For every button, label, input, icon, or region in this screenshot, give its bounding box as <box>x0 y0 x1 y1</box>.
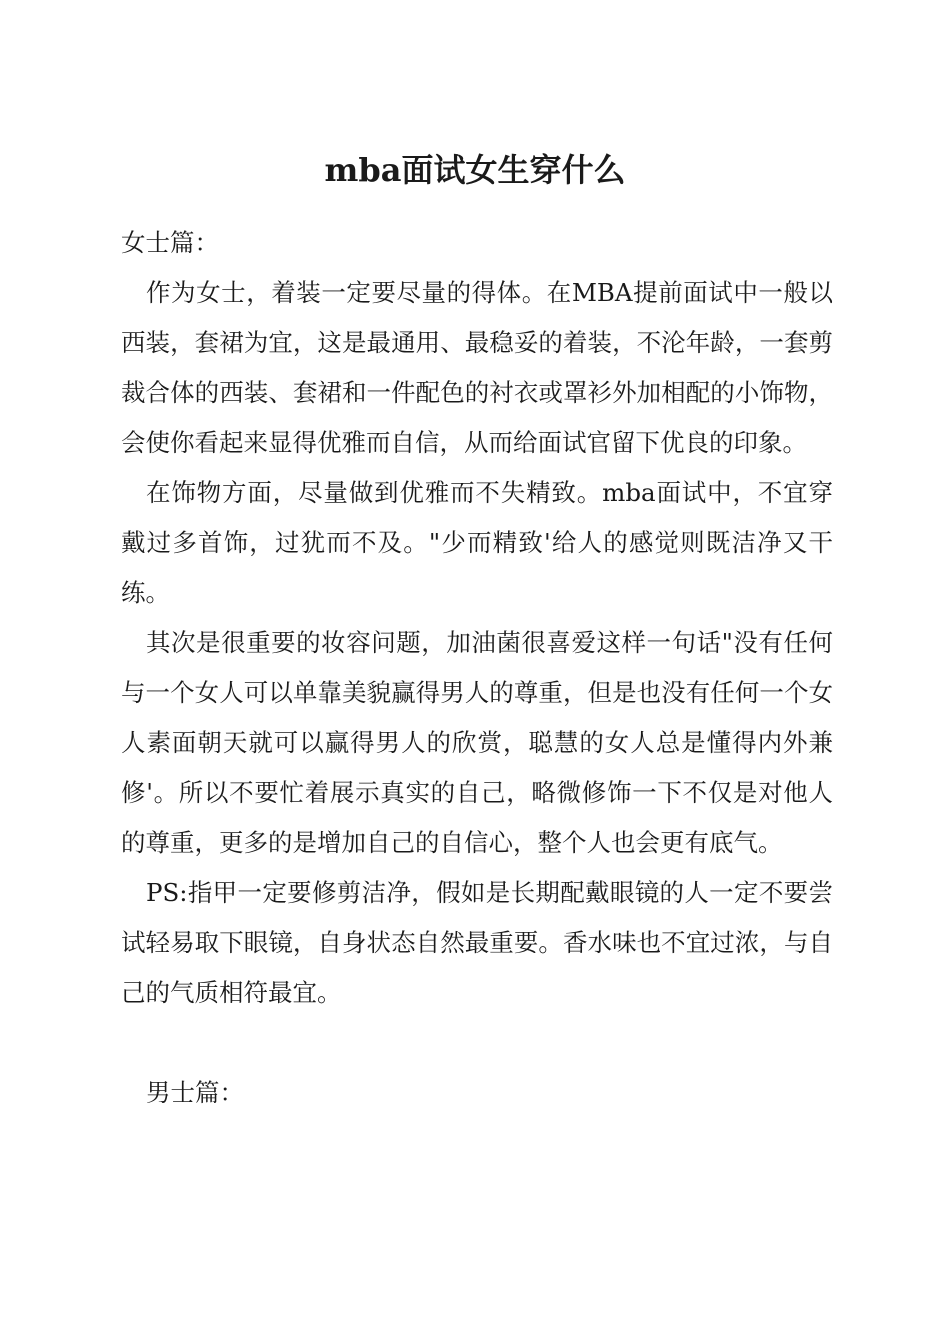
paragraph-ps: PS:指甲一定要修剪洁净，假如是长期配戴眼镜的人一定不要尝试轻易取下眼镜，自身状态自然最重要。香水味也不宜过浓，与自己的气质相符最宜。 <box>121 878 833 1007</box>
page-title: mba面试女生穿什么 <box>324 151 626 189</box>
paragraph-accessories: 在饰物方面，尽量做到优雅而不失精致。mba面试中，不宜穿戴过多首饰，过犹而不及。"少而精致'给人的感觉则既洁净又干练。 <box>121 478 833 607</box>
document-body <box>121 218 833 1118</box>
male-section-label: 男士篇： <box>146 1078 244 1107</box>
section-spacer <box>121 1018 833 1068</box>
female-section-label: 女士篇： <box>121 228 219 257</box>
paragraph-makeup: 其次是很重要的妆容问题，加油菌很喜爱这样一句话"没有任何与一个女人可以单靠美貌赢得男人的尊重，但是也没有任何一个女人素面朝天就可以赢得男人的欣赏，聪慧的女人总是懂得内外兼修'。所以不要忙着展示真实的自己，略微修饰一下不仅是对他人的尊重，更多的是增加自己的自信心，整个人也会更有底气。 <box>121 628 833 857</box>
paragraph-attire: 作为女士，着装一定要尽量的得体。在MBA提前面试中一般以西装，套裙为宜，这是最通用、最稳妥的着装，不沦年龄，一套剪裁合体的西装、套裙和一件配色的衬衣或罩衫外加相配的小饰物，会使你看起来显得优雅而自信，从而给面试官留下优良的印象。 <box>121 278 833 457</box>
